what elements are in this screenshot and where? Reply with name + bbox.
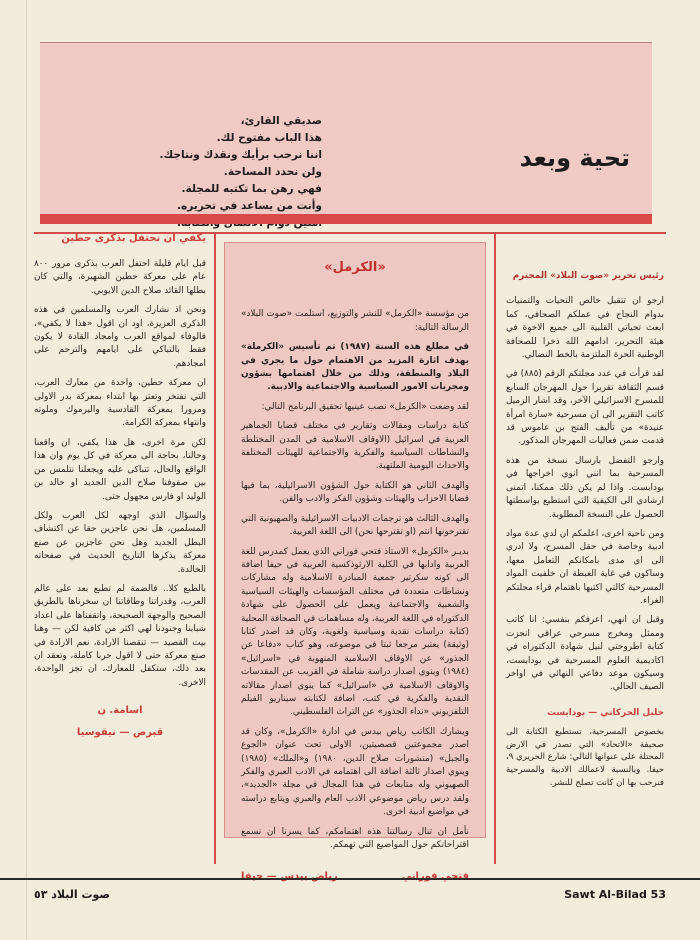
left-column-body — [34, 258, 206, 690]
left-signature-place: قبرص — نيقوسيا — [76, 726, 164, 738]
middle-paragraph: من مؤسسة «الكرمل» للنشر والتوزيع، استلمت «صوت البلاد» الرسالة التالية: — [240, 309, 469, 333]
middle-paragraph: في مطلع هذه السنة (١٩٨٧) تم تأسيس «الكرملة» بهدف اثارة المزيد من الاهتمام حول ما يجري في البلاد والمنطقة، وذلك من خلال اهتمامها بشؤون ومجريات الامور السياسية والاجتماعية والادبية. — [241, 342, 470, 393]
middle-paragraph: ويشارك الكاتب رياض بيدس في ادارة «الكرمل»، وكان قد اصدر مجموعتين قصصيتين، الاولى تحت عنوان «الجوع والجبل» (منشورات صلاح الدين، ١٩٨٠) و«الملك» (١٩٨٥) وينوي اصدار ثالثة اضافة الى اهتمامه في الادب العبري والفكر الصهيوني وله متابعات في هذا المجال في مجلة «الجديد»، ولقد درس رياض موضوعي الادب العام والعبري ويتابع دراسته في مواضيع ادبية اخرى. — [241, 726, 470, 818]
middle-signature-left: رياض بيدس — حيفا — [241, 871, 338, 883]
middle-paragraph: كتابة دراسات ومقالات وتقارير في مختلف قضايا الجماهير العربية في اسرائيل (الاوقاف الاسلامية في المدن المختلطة والنشاطات السياسية والفكرية والاجتماعية للهيئات المختلفة والاحداث اليومية الملتهبة. — [241, 421, 469, 472]
column-rule-right — [494, 232, 496, 864]
right-paragraph: وارجو التفضل بارسال نسخة من هذه المسرحية بما انني انوي اخراجها في بودابست. واذا لم يكن ذلك ممكنا، اتمنى ارشادي الى الكيفية التي استطيع بواسطتها الحصول على النسخة المطلوبة. — [506, 455, 664, 520]
footer-left: صوت البلاد ٥٣ — [34, 888, 111, 901]
left-column — [34, 232, 206, 739]
middle-paragraph: والهدف الثاني هو الكتابة حول الشؤون الاسرائيلية، بما فيها قضايا الاحزاب والهيئات وشؤون الفكر والادب والفن. — [241, 480, 469, 505]
right-author: خليل الحركاني — بودابست — [546, 707, 664, 718]
left-paragraph: ان معركة حطين، واحدة من معارك العرب، التي نفتخر وتعتز بها ابتداء بمعركة بدر الاولى ومرورا بمعركة القادسية واليرموك وملوته وانتهاء بمعركة الكرامة. — [34, 378, 206, 429]
content-area — [34, 232, 666, 883]
top-banner — [40, 42, 652, 216]
banner-line: صديقي القارئ، — [240, 115, 322, 127]
middle-column-title: «الكرمل» — [324, 260, 386, 275]
right-paragraph: ارجو ان تتقبل خالص التحيات والتمنيات بدوام النجاح في عملكم الصحافي، كما ابعث تحياتي القلبية الى جميع الاخوة في هيئة التحرير، ادامهم الله ذخرا للصحافة الوطنية الحرة الملتزمة بالخط النضالي. — [506, 296, 664, 361]
middle-column — [224, 242, 486, 883]
banner-line: هذا الباب مفتوح لك. — [216, 132, 322, 144]
right-note: بخصوص المسرحية، تستطيع الكتابة الى صحيفة «الاتحاد» التي تصدر في الارض المحتلة على عنوانها التالي: شارع الحريري ٩، حيفا. وبالنسبة لاعمالك الادبية والمسرحية فنرحب بها ان كانت تصلح للنشر. — [506, 727, 664, 788]
banner-line: اننا نرحب برأيك ونقدك ونتاجك. — [159, 149, 322, 161]
left-paragraph: قبل ايام قليلة احتفل العرب بذكرى مرور ٨٠٠ عام على معركة حطين الشهيرة، والتي كان بطلها القائد صلاح الدين الايوبي. — [34, 259, 206, 296]
middle-paragraph: والهدف الثالث هو ترجمات الادبيات الاسرائيلية والصهيونية التي تقترحونها انتم (او تقترحها نحن) الى اللغة العربية. — [241, 513, 469, 538]
left-paragraph: والسؤال الذي اوجهه لكل العرب ولكل المسلمين، هل نحن عاجزين حقا عن اكتشاف البطل الجديد وهل نحن عاجزين عن صنع معركة يذكرها التاريخ الحديث في صفحاته الخالدة. — [34, 510, 206, 575]
left-paragraph: ونحن اذ نشارك العرب والمسلمين في هذه الذكرى العزيزة، اود ان اقول «هذا لا يكفي»، فالوفاء لمواقع العرب وامجاد القادة لا يكون فقط بالتباكي على ايامهم والترحم على امجادهم. — [34, 305, 206, 369]
right-paragraph: وقبل ان انهي، اعرفكم بنفسي: انا كاتب وممثل ومخرج مسرحي عراقي انجزت كتابة اطروحتي لنيل شهادة الدكتوراه في اكاديمية العلوم المسرحية في بودابست، وسيكون موعد دفاعي النهائي في اواخر الصيف الحالي. — [506, 615, 664, 693]
footer-right: Sawt Al-Bilad 53 — [564, 888, 666, 901]
middle-column-inner — [241, 261, 469, 884]
page-footer — [0, 878, 700, 910]
banner-title: تحية وبعد — [519, 144, 630, 172]
middle-paragraph: بديـر «الكرمل» الاستاذ فتحي فوراني الذي يعمل كمدرس للغة العربية وادابها في الكلية الارثوذكسية العربية في حيفا اضافة الى كونه سكرتير جمعية المبادرة الاسلامية وله مشاركات ونشاطات متعددة في مختلف المؤسسات والهيئات السياسية والشعبية والاجتماعية ويعمل على الحصول على شهادة الدكتوراه في اللغة العربية، وله مساهمات في الصحافة المحلية (كتابة دراسات نقدية وسياسية ولغوية، وكان قد اصدر كتابا (وثيقة) يعتبر مرجعا ثبتا في موضوعه، وهو كتاب «دفاعا عن الجذور» عن الاوقاف الاسلامية المنهوبة في «اسرائيل» (١٩٨٤) وينوي اصدار دراسة شاملة في القريب عن المقدسات والاوقاف الاسلامية في «اسرائيل» كما ينوي اصدار مقالاته النقدية والفكرية في كتب، اضافة لكتابته سيناريو الفيلم التلفزيوني «نداء الجذور» عن التراث الفلسطيني. — [241, 546, 469, 718]
banner-shadow — [40, 214, 652, 224]
right-column-heading: رئيس تحرير «صوت البلاد» المحترم — [512, 271, 664, 281]
left-signature-name: اسامة. ن — [97, 705, 143, 717]
page-edge-line — [26, 0, 27, 940]
right-column — [506, 252, 664, 795]
middle-paragraph: نأمل ان تنال رسالتنا هذه اهتمامكم، كما يسرنا ان نسمع اقتراحاتكم حول المواضيع التي تهمكم. — [241, 826, 469, 851]
left-paragraph: بالطبع كلا.. فالضمة لم تطبع بعد على عالم العرب، وقدراتنا وطاقاتنا ان سخرناها بالطريق الصحيح والوجهة الصحيحة، واتقفناها على اعداد شبابنا وجنودنا لهي اكثر من كافية لكن — وهنا بيت القصيد — تنقصنا الارادة، نعم الارادة في صنع معركة حتى لا اقول حربا كاملة، وتعقد ان بعد ذلك، ستكفل للمعارك، ان تجز الواحدة، الاخرى. — [34, 583, 206, 688]
middle-paragraph: لقد وضعت «الكرمل» نصب عينيها تحقيق البرنامج التالي: — [261, 401, 469, 412]
middle-signature-right: فتحي فوراني — [401, 871, 469, 883]
banner-line: وأنت من يساعد في تحريره. — [176, 200, 322, 212]
right-paragraph: لقد قرأت في عدد مجلتكم الرقم (٨٨٥) في قسم الثقافة تقريرا حول المهرجان السابع للمسرح الاسرائيلي الآخر، وقد اشار الزميل كاتب التقرير الى ان مسرحية «سارة امرأة عنيدة» من تأليف الفتح بن عاموس قد قدمت ضمن فعاليات المهرجان المذكور. — [506, 369, 664, 447]
banner-line: فهي رهن بما تكتبه للمجلة. — [181, 183, 322, 195]
left-paragraph: لكن مرة اخرى، هل هذا يكفي، ان واقعنا وحالنا، بحاجة الى معركة في كل يوم وان هذا الواقع والحال، تتباكى عليه ويجعلنا نتلمس من بين صفوفنا صلاح الدين الجديد او خالد بن الوليد او فارس مجهول حتى. — [34, 437, 206, 502]
right-paragraph: ومن ناحية اخرى، اعلمكم ان لدي عدة مواد ادبية وخاصة في حقل المسرح، ولا ادري الى اي مدى بامكانكم التعامل معها، وساكون في غاية الغبطة ان خلفيت المواد المسرحية كالتي اكتبها باهتمام قراء مجلتكم الغراء. — [506, 528, 664, 606]
left-column-title: يكفي ان نحتفل بذكرى حطين — [61, 233, 206, 244]
banner-line: ولن نحدد المساحة. — [223, 166, 322, 178]
column-rule-left — [214, 232, 216, 864]
